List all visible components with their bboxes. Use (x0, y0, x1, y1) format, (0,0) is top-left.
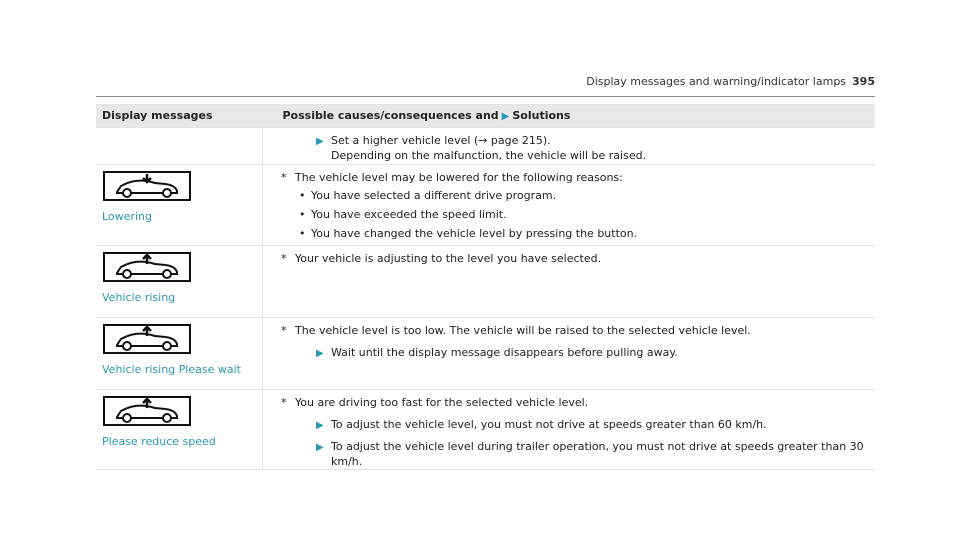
message-label: Please reduce speed (102, 435, 216, 448)
solution-step (281, 417, 875, 432)
vehicle-rising-icon (103, 324, 191, 354)
solution-text: Wait until the display message disappears before pulling away. (331, 346, 678, 359)
header-title: Display messages and warning/indicator lamps (586, 75, 847, 88)
col-causes-solutions (263, 105, 876, 128)
cause-text: * You are driving too fast for the selected vehicle level. (281, 396, 589, 409)
cause-list (281, 188, 875, 241)
col-solutions-label: Solutions (512, 109, 571, 122)
solution-text: Set a higher vehicle level (→ page 215). (331, 134, 551, 147)
arrow-icon: ▶ (316, 442, 324, 453)
solution-step (281, 439, 875, 469)
page-header (586, 75, 875, 88)
page-number: 395 (852, 75, 875, 88)
messages-table (96, 104, 875, 470)
table-row (96, 128, 875, 165)
vehicle-lowering-icon (103, 171, 191, 201)
table-row (96, 246, 875, 318)
star-icon: * (281, 171, 287, 184)
table-row (96, 165, 875, 246)
cause-text: * Your vehicle is adjusting to the level you have selected. (281, 252, 602, 265)
solution-text: Depending on the malfunction, the vehicle will be raised. (331, 149, 647, 162)
message-label: Vehicle rising Please wait (102, 363, 241, 376)
list-item: • You have selected a different drive program. (311, 188, 875, 203)
vehicle-rising-icon (103, 252, 191, 282)
star-icon: * (281, 396, 287, 409)
solution-step (281, 345, 875, 360)
arrow-icon: ▶ (501, 111, 510, 122)
arrow-icon: ▶ (316, 420, 324, 431)
solution-text: To adjust the vehicle level, you must not drive at speeds greater than 60 km/h. (331, 418, 767, 431)
solution-text: To adjust the vehicle level during trailer operation, you must not drive at speeds greater than 30 km/h. (331, 440, 864, 468)
col-display-messages: Display messages (96, 105, 263, 128)
message-label: Vehicle rising (102, 291, 176, 304)
header-rule (96, 96, 875, 97)
arrow-icon: ▶ (316, 348, 324, 359)
table-row (96, 390, 875, 470)
vehicle-rising-icon (103, 396, 191, 426)
message-label: Lowering (102, 210, 152, 223)
list-item: • You have exceeded the speed limit. (311, 207, 875, 222)
star-icon: * (281, 324, 287, 337)
solution-step (281, 133, 875, 163)
cause-text: * The vehicle level is too low. The vehicle will be raised to the selected vehicle level. (281, 324, 751, 337)
arrow-icon: ▶ (316, 136, 324, 147)
table-header (96, 105, 875, 128)
star-icon: * (281, 252, 287, 265)
table-row (96, 318, 875, 390)
cause-text: * The vehicle level may be lowered for the following reasons: (281, 171, 623, 184)
list-item: • You have changed the vehicle level by pressing the button. (311, 226, 875, 241)
col-causes-label: Possible causes/consequences and (282, 109, 499, 122)
